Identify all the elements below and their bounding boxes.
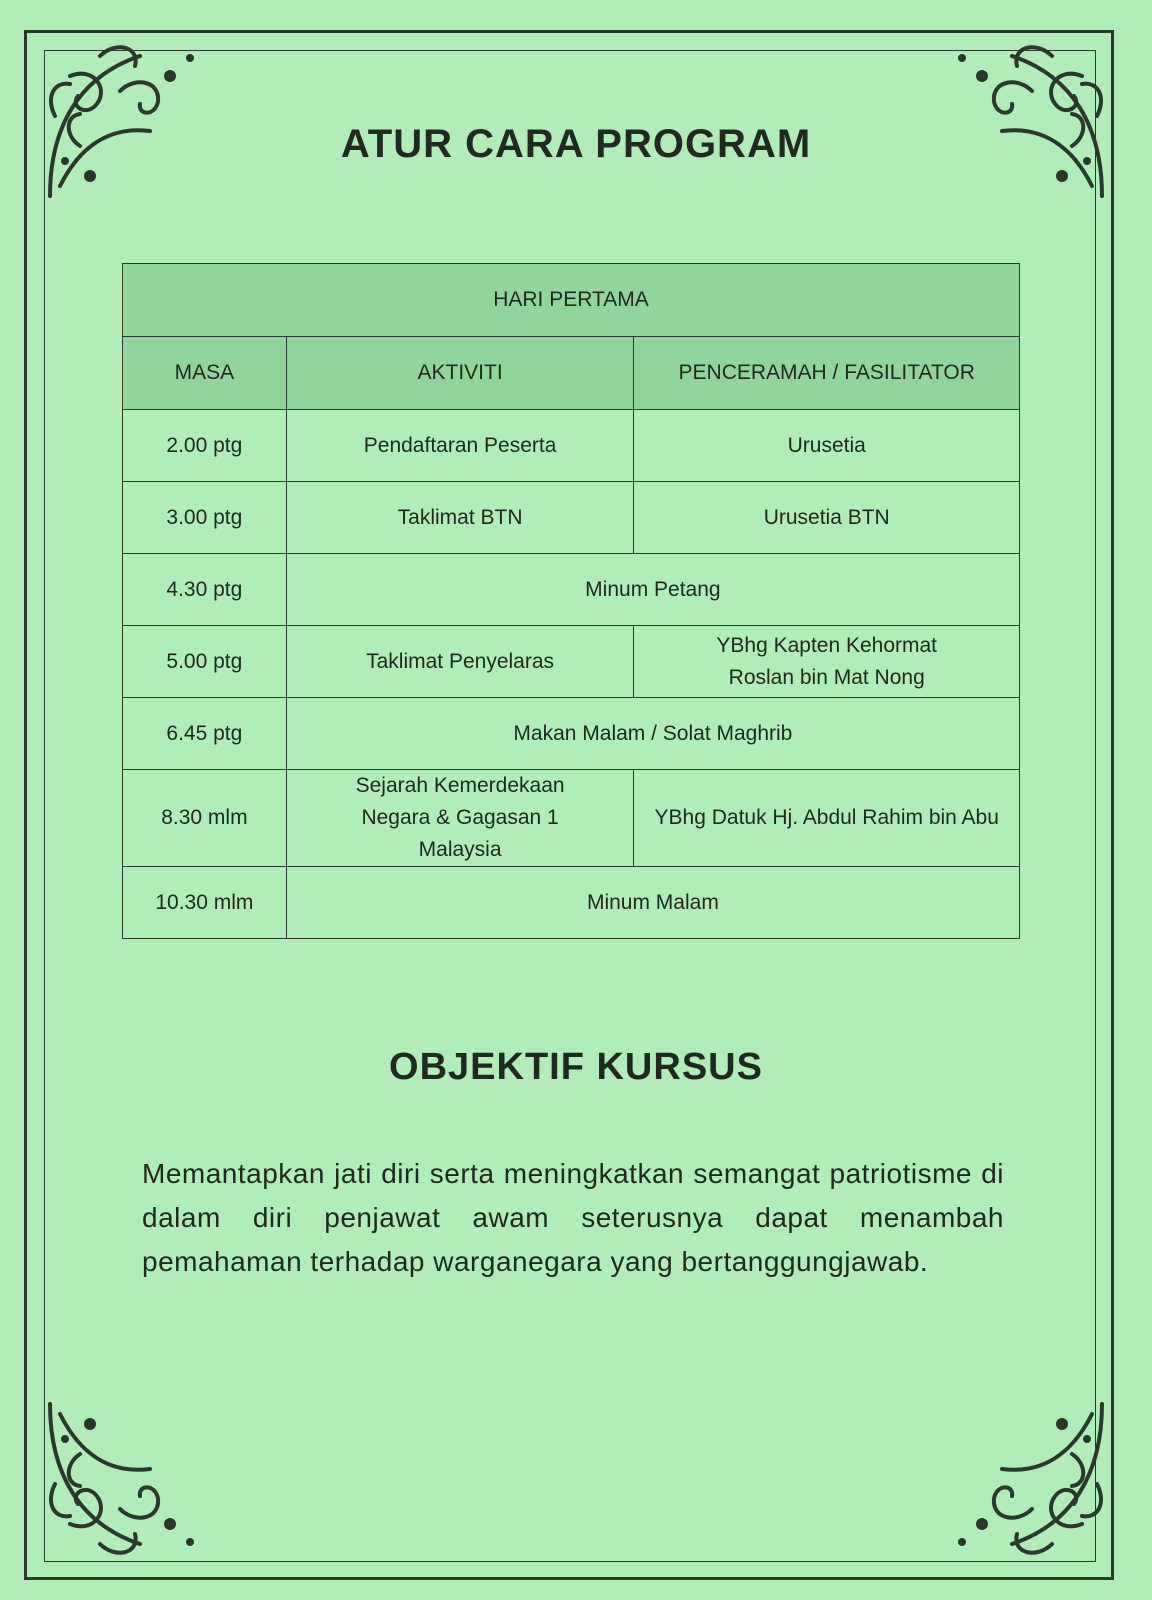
table-row	[123, 698, 1020, 770]
table-row	[123, 626, 1020, 698]
speaker-cell: YBhg Kapten Kehormat Roslan bin Mat Nong	[634, 626, 1020, 698]
ornament-corner-icon	[942, 1394, 1112, 1564]
ornament-corner-icon	[40, 1394, 210, 1564]
speaker-cell: YBhg Datuk Hj. Abdul Rahim bin Abu	[634, 770, 1020, 867]
schedule-table	[122, 263, 1020, 939]
activity-cell: Pendaftaran Peserta	[286, 410, 634, 482]
table-row	[123, 867, 1020, 939]
speaker-cell: Urusetia	[634, 410, 1020, 482]
column-header-time: MASA	[123, 337, 287, 410]
time-cell: 4.30 ptg	[123, 554, 287, 626]
activity-cell: Sejarah Kemerdekaan Negara & Gagasan 1 Malaysia	[286, 770, 634, 867]
time-cell: 5.00 ptg	[123, 626, 287, 698]
column-header-speaker: PENCERAMAH / FASILITATOR	[634, 337, 1020, 410]
activity-cell: Taklimat BTN	[286, 482, 634, 554]
page-title: ATUR CARA PROGRAM	[340, 122, 812, 166]
table-row	[123, 554, 1020, 626]
day-header: HARI PERTAMA	[123, 264, 1020, 337]
objective-title: OBJEKTIF KURSUS	[389, 1046, 763, 1088]
objective-text: Memantapkan jati diri serta meningkatkan semangat patriotisme di dalam diri penjawat awam seterusnya dapat menambah pemahaman terhadap warganegara yang bertanggungjawab.	[142, 1158, 1004, 1277]
time-cell: 10.30 mlm	[123, 867, 287, 939]
merged-activity-cell: Minum Petang	[286, 554, 1019, 626]
table-row	[123, 410, 1020, 482]
time-cell: 8.30 mlm	[123, 770, 287, 867]
table-row	[123, 770, 1020, 867]
time-cell: 2.00 ptg	[123, 410, 287, 482]
merged-activity-cell: Minum Malam	[286, 867, 1019, 939]
merged-activity-cell: Makan Malam / Solat Maghrib	[286, 698, 1019, 770]
ornament-corner-icon	[942, 36, 1112, 206]
speaker-cell: Urusetia BTN	[634, 482, 1020, 554]
activity-cell: Taklimat Penyelaras	[286, 626, 634, 698]
time-cell: 6.45 ptg	[123, 698, 287, 770]
time-cell: 3.00 ptg	[123, 482, 287, 554]
column-header-activity: AKTIVITI	[286, 337, 634, 410]
table-row	[123, 482, 1020, 554]
ornament-corner-icon	[40, 36, 210, 206]
